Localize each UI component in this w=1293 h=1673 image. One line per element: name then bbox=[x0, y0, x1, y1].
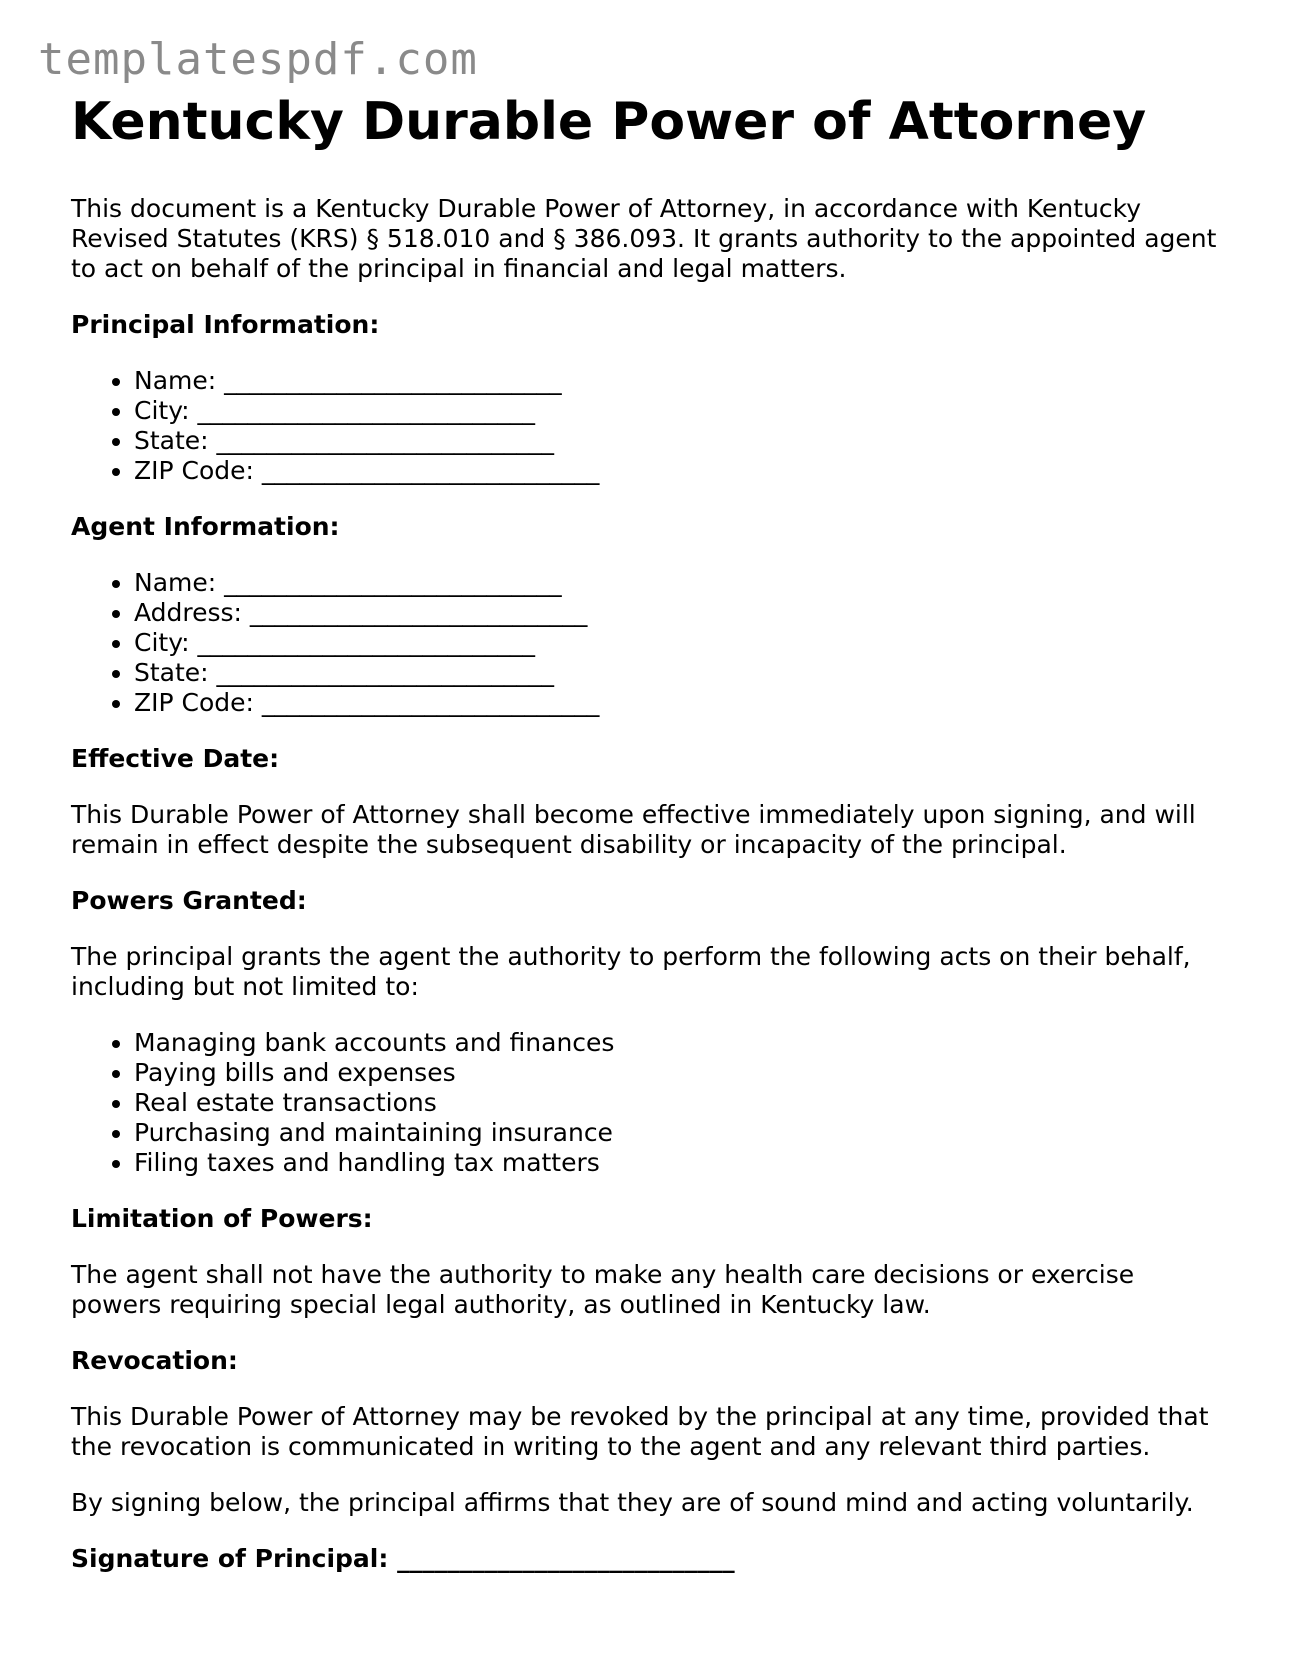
principal-city-field[interactable]: • City: ___________________________ bbox=[134, 396, 1231, 426]
agent-fields-list bbox=[71, 568, 1231, 718]
agent-city-field[interactable]: • City: ___________________________ bbox=[134, 628, 1231, 658]
agent-heading: Agent Information: bbox=[71, 512, 340, 541]
signature-field[interactable]: Signature of Principal: ___________________________ bbox=[71, 1544, 735, 1573]
agent-address-field[interactable]: • Address: ___________________________ bbox=[134, 598, 1231, 628]
effective-date-heading: Effective Date: bbox=[71, 744, 280, 773]
revocation-heading: Revocation: bbox=[71, 1346, 238, 1375]
affirmation-paragraph: By signing below, the principal affirms that they are of sound mind and acting voluntarily. bbox=[71, 1488, 1194, 1517]
agent-state-field[interactable]: • State: ___________________________ bbox=[134, 658, 1231, 688]
principal-heading: Principal Information: bbox=[71, 310, 380, 339]
list-item: • Paying bills and expenses bbox=[134, 1058, 1231, 1088]
principal-zip-field[interactable]: • ZIP Code: ___________________________ bbox=[134, 456, 1231, 486]
revocation-paragraph: This Durable Power of Attorney may be revoked by the principal at any time, provided that the revocation is communicated in writing to the agent and any relevant third parties. bbox=[71, 1402, 1209, 1461]
watermark-text: templatespdf.com bbox=[38, 34, 478, 85]
principal-fields-list bbox=[71, 366, 1231, 486]
principal-state-field[interactable]: • State: ___________________________ bbox=[134, 426, 1231, 456]
limitation-heading: Limitation of Powers: bbox=[71, 1204, 373, 1233]
document-page bbox=[71, 90, 1231, 1600]
powers-paragraph: The principal grants the agent the authority to perform the following acts on their behalf, including but not limited to: bbox=[71, 942, 1191, 1001]
intro-paragraph: This document is a Kentucky Durable Power of Attorney, in accordance with Kentucky Revised Statutes (KRS) § 518.010 and § 386.093. It grants authority to the appointed agent to act on behalf of the principal in financial and legal matters. bbox=[71, 194, 1217, 283]
list-item: • Filing taxes and handling tax matters bbox=[134, 1148, 1231, 1178]
agent-zip-field[interactable]: • ZIP Code: ___________________________ bbox=[134, 688, 1231, 718]
powers-heading: Powers Granted: bbox=[71, 886, 307, 915]
agent-name-field[interactable]: • Name: ___________________________ bbox=[134, 568, 1231, 598]
powers-list bbox=[71, 1028, 1231, 1178]
list-item: • Managing bank accounts and finances bbox=[134, 1028, 1231, 1058]
effective-date-paragraph: This Durable Power of Attorney shall become effective immediately upon signing, and will remain in effect despite the subsequent disability or incapacity of the principal. bbox=[71, 800, 1196, 859]
list-item: • Real estate transactions bbox=[134, 1088, 1231, 1118]
list-item: • Purchasing and maintaining insurance bbox=[134, 1118, 1231, 1148]
limitation-paragraph: The agent shall not have the authority to make any health care decisions or exercise powers requiring special legal authority, as outlined in Kentucky law. bbox=[71, 1260, 1135, 1319]
principal-name-field[interactable]: • Name: ___________________________ bbox=[134, 366, 1231, 396]
document-title: Kentucky Durable Power of Attorney bbox=[71, 92, 1147, 152]
